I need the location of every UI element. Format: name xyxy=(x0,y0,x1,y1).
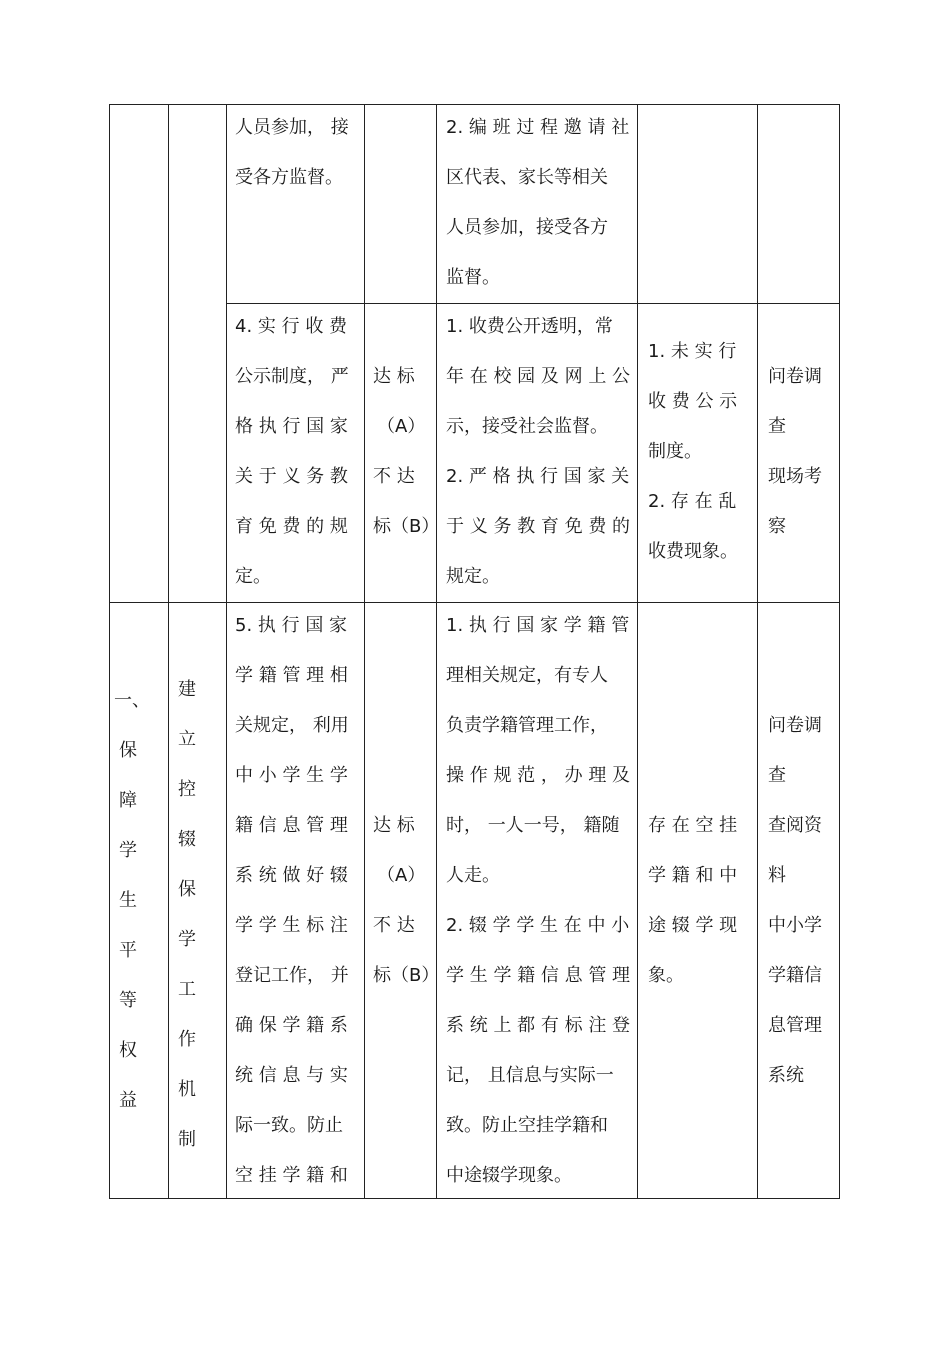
row3-subcategory-char: 立 xyxy=(178,729,196,750)
row3-col5-line: 2. 辍 学 学 生 在 中 小 xyxy=(446,915,630,936)
row1-col5-line: 监督。 xyxy=(446,267,500,288)
row3-col3-line: 统 信 息 与 实 xyxy=(235,1065,348,1086)
row3-col3-line: 中 小 学 生 学 xyxy=(235,765,348,786)
row3-subcategory-char: 辍 xyxy=(178,829,196,850)
row3-col6-line: 学 籍 和 中 xyxy=(648,865,738,886)
row3-subcategory-char: 机 xyxy=(178,1079,196,1100)
row3-col5-line: 1. 执 行 国 家 学 籍 管 xyxy=(446,615,630,636)
row2-col4-line: 标（B） xyxy=(373,516,440,537)
row1-col3-line: 受各方监督。 xyxy=(235,167,343,188)
row3-col7-line: 系统 xyxy=(768,1065,804,1086)
row3-col5-line: 记， 且信息与实际一 xyxy=(446,1065,614,1086)
row2-col5-line: 规定。 xyxy=(446,566,500,587)
row2-col7-line: 现场考 xyxy=(768,466,822,487)
row2-col7-line: 查 xyxy=(768,416,786,437)
row2-col3-line: 定。 xyxy=(235,566,271,587)
row2-col4-line: 不 达 xyxy=(373,466,415,487)
row3-col7-line: 息管理 xyxy=(768,1015,822,1036)
row3-category-char: 益 xyxy=(119,1090,137,1111)
row3-col6-line: 途 辍 学 现 xyxy=(648,915,738,936)
row3-col3-line: 籍 信 息 管 理 xyxy=(235,815,348,836)
row1-col5-line: 人员参加，接受各方 xyxy=(446,217,608,238)
row3-category-char: 一、 xyxy=(114,690,150,711)
row3-col6-line: 象。 xyxy=(648,965,684,986)
row3-col5-line: 系 统 上 都 有 标 注 登 xyxy=(446,1015,631,1036)
row3-col3-line: 确 保 学 籍 系 xyxy=(235,1015,348,1036)
row3-col7-line: 问卷调 xyxy=(768,715,822,736)
row2-col3-line: 4. 实 行 收 费 xyxy=(235,316,348,337)
row2-col3-line: 格 执 行 国 家 xyxy=(235,416,348,437)
col-border-5 xyxy=(637,104,638,1199)
row3-category-char: 权 xyxy=(119,1040,137,1061)
row3-col5-line: 负责学籍管理工作， xyxy=(446,715,608,736)
row3-category-char: 障 xyxy=(119,790,137,811)
row3-col7-line: 查 xyxy=(768,765,786,786)
row3-subcategory-char: 保 xyxy=(178,879,196,900)
row3-col3-line: 5. 执 行 国 家 xyxy=(235,615,348,636)
row2-col6-line: 收 费 公 示 xyxy=(648,391,738,412)
row2-col4-line: （A） xyxy=(377,416,426,437)
row3-subcategory-char: 作 xyxy=(178,1029,196,1050)
row3-category-char: 生 xyxy=(119,890,137,911)
row2-col5-line: 于 义 务 教 育 免 费 的 xyxy=(446,516,631,537)
row2-col6-line: 收费现象。 xyxy=(648,541,738,562)
row2-col5-line: 2. 严 格 执 行 国 家 关 xyxy=(446,466,630,487)
row1-col3-line: 人员参加， 接 xyxy=(235,117,349,138)
row3-col5-line: 理相关规定，有专人 xyxy=(446,665,608,686)
row2-col6-line: 制度。 xyxy=(648,441,702,462)
row2-col5-line: 示，接受社会监督。 xyxy=(446,416,608,437)
row3-subcategory-char: 建 xyxy=(178,679,196,700)
row3-subcategory-char: 学 xyxy=(178,929,196,950)
row3-col7-line: 查阅资 xyxy=(768,815,822,836)
row2-col4-line: 达 标 xyxy=(373,366,415,387)
row2-col6-line: 2. 存 在 乱 xyxy=(648,491,737,512)
row2-col5-line: 1. 收费公开透明，常 xyxy=(446,316,613,337)
row1-col5-line: 2. 编 班 过 程 邀 请 社 xyxy=(446,117,630,138)
row3-col3-line: 空 挂 学 籍 和 xyxy=(235,1165,348,1186)
row3-col7-line: 学籍信 xyxy=(768,965,822,986)
col-border-4 xyxy=(436,104,437,1199)
row3-col4-line: 标（B） xyxy=(373,965,440,986)
row3-col3-line: 学 学 生 标 注 xyxy=(235,915,348,936)
row3-col5-line: 操 作 规 范 ， 办 理 及 xyxy=(446,765,631,786)
col-border-6 xyxy=(757,104,758,1199)
row3-col3-line: 际一致。防止 xyxy=(235,1115,343,1136)
row3-category-char: 平 xyxy=(119,940,137,961)
row3-category-char: 学 xyxy=(119,840,137,861)
row3-col5-line: 时， 一人一号， 籍随 xyxy=(446,815,620,836)
row3-category-char: 保 xyxy=(119,740,137,761)
row3-col7-line: 中小学 xyxy=(768,915,822,936)
row3-col3-line: 学 籍 管 理 相 xyxy=(235,665,348,686)
row3-col4-line: 不 达 xyxy=(373,915,415,936)
row3-col5-line: 人走。 xyxy=(446,865,500,886)
row1-col5-line: 区代表、家长等相关 xyxy=(446,167,608,188)
row3-col5-line: 中途辍学现象。 xyxy=(446,1165,572,1186)
row3-subcategory-char: 工 xyxy=(178,979,196,1000)
row3-col6-line: 存 在 空 挂 xyxy=(648,815,738,836)
row3-col5-line: 学 生 学 籍 信 息 管 理 xyxy=(446,965,631,986)
row2-col3-line: 育 免 费 的 规 xyxy=(235,516,348,537)
row3-col3-line: 关规定， 利用 xyxy=(235,715,349,736)
row2-col5-line: 年 在 校 园 及 网 上 公 xyxy=(446,366,631,387)
row2-col3-line: 公示制度， 严 xyxy=(235,366,349,387)
row3-col3-line: 系 统 做 好 辍 xyxy=(235,865,348,886)
row3-col3-line: 登记工作， 并 xyxy=(235,965,349,986)
col-border-2 xyxy=(226,104,227,1199)
row2-col6-line: 1. 未 实 行 xyxy=(648,341,737,362)
row3-col7-line: 料 xyxy=(768,865,786,886)
row3-subcategory-char: 控 xyxy=(178,779,196,800)
row3-col5-line: 致。防止空挂学籍和 xyxy=(446,1115,608,1136)
row3-col4-line: 达 标 xyxy=(373,815,415,836)
row2-col7-line: 问卷调 xyxy=(768,366,822,387)
row3-col4-line: （A） xyxy=(377,865,426,886)
row3-subcategory-char: 制 xyxy=(178,1129,196,1150)
col-border-7 xyxy=(839,104,840,1199)
col-border-3 xyxy=(364,104,365,1199)
row3-category-char: 等 xyxy=(119,990,137,1011)
row2-col7-line: 察 xyxy=(768,516,786,537)
row2-col3-line: 关 于 义 务 教 xyxy=(235,466,348,487)
